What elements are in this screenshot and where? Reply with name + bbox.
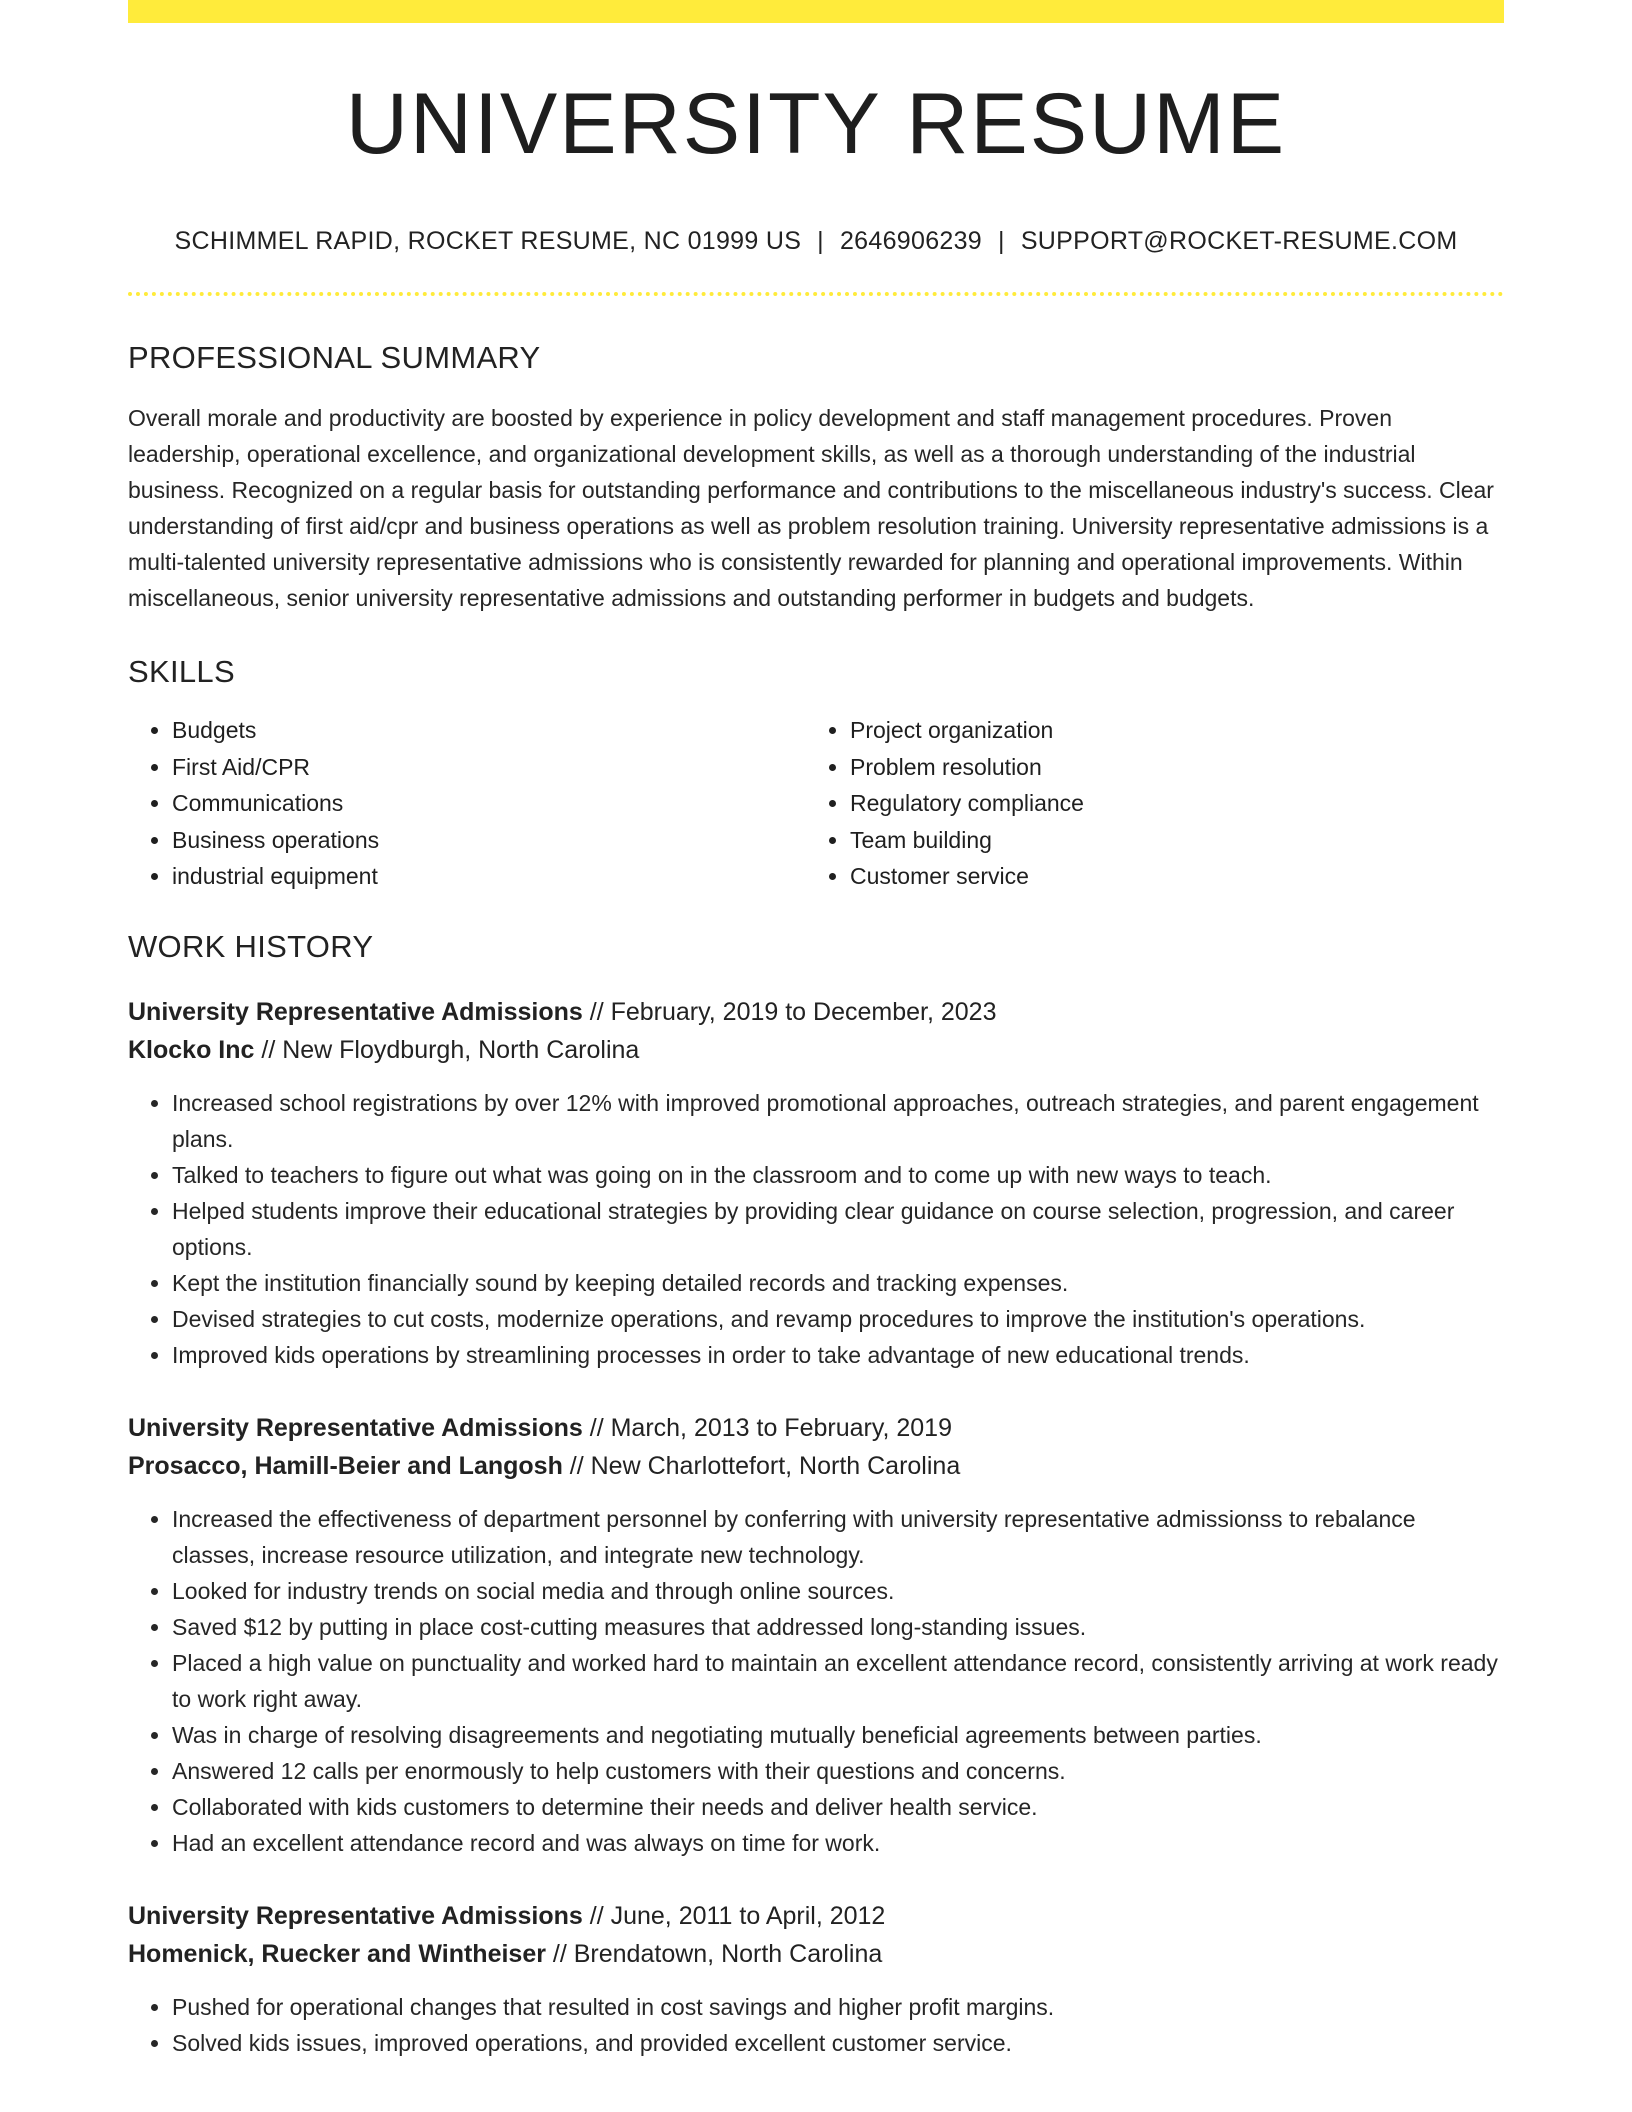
contact-separator: | xyxy=(998,227,1005,255)
summary-heading: PROFESSIONAL SUMMARY xyxy=(128,340,541,375)
job-company-line xyxy=(128,1447,1504,1485)
job-bullet: • Collaborated with kids customers to determine their needs and deliver health service. xyxy=(172,1789,1504,1825)
contact-separator: | xyxy=(817,227,824,255)
skill-item: • Communications xyxy=(172,785,806,822)
skill-item: • Team building xyxy=(850,822,1484,859)
job-dates: // March, 2013 to February, 2019 xyxy=(582,1413,952,1442)
job-bullet: • Devised strategies to cut costs, modernize operations, and revamp procedures to improve the institution's operations. xyxy=(172,1301,1504,1337)
job-bullet: • Helped students improve their educational strategies by providing clear guidance on course selection, progression, and career options. xyxy=(172,1193,1504,1265)
skills-grid xyxy=(128,712,1504,895)
job-location: // New Charlottefort, North Carolina xyxy=(562,1451,961,1480)
skill-item: • Problem resolution xyxy=(850,749,1484,786)
job-bullet: • Increased the effectiveness of department personnel by conferring with university representative admissionss to rebalance classes, increase resource utilization, and integrate new technology. xyxy=(172,1501,1504,1573)
job-title-line xyxy=(128,1409,1504,1447)
job-title: University Representative Admissions xyxy=(128,1901,583,1930)
job-entry xyxy=(128,1897,1504,2061)
skill-item: • Regulatory compliance xyxy=(850,785,1484,822)
skills-column-right xyxy=(806,712,1484,895)
job-bullet: • Kept the institution financially sound by keeping detailed records and tracking expenses. xyxy=(172,1265,1504,1301)
skills-heading: SKILLS xyxy=(128,654,235,689)
job-title: University Representative Admissions xyxy=(128,997,583,1026)
skill-item: • Budgets xyxy=(172,712,806,749)
job-bullet: • Saved $12 by putting in place cost-cutting measures that addressed long-standing issues. xyxy=(172,1609,1504,1645)
job-bullet: • Solved kids issues, improved operations, and provided excellent customer service. xyxy=(172,2025,1504,2061)
dotted-divider xyxy=(128,292,1504,296)
job-company: Homenick, Ruecker and Wintheiser xyxy=(128,1939,546,1968)
job-dates: // June, 2011 to April, 2012 xyxy=(582,1901,886,1930)
work-history-heading: WORK HISTORY xyxy=(128,928,374,964)
job-entry xyxy=(128,1409,1504,1861)
job-bullet: • Improved kids operations by streamlining processes in order to take advantage of new educational trends. xyxy=(172,1337,1504,1373)
job-bullets xyxy=(128,1085,1504,1373)
job-bullet: • Talked to teachers to figure out what was going on in the classroom and to come up with new ways to teach. xyxy=(172,1157,1504,1193)
job-bullet: • Placed a high value on punctuality and worked hard to maintain an excellent attendance record, consistently arriving at work ready to work right away. xyxy=(172,1645,1504,1717)
summary-text: Overall morale and productivity are boosted by experience in policy development and staff management procedures. Proven leadership, operational excellence, and organizational development skills, as well as a thorough understanding of the industrial business. Recognized on a regular basis for outstanding performance and contributions to the miscellaneous industry's success. Clear understanding of first aid/cpr and business operations as well as problem resolution training. University representative admissions is a multi-talented university representative admissions who is consistently rewarded for planning and operational improvements. Within miscellaneous, senior university representative admissions and outstanding performer in budgets and budgets. xyxy=(128,405,1494,611)
resume-page xyxy=(128,0,1504,2061)
skill-item: • Project organization xyxy=(850,712,1484,749)
job-company: Prosacco, Hamill-Beier and Langosh xyxy=(128,1451,563,1480)
job-entry xyxy=(128,993,1504,1373)
job-bullets xyxy=(128,1989,1504,2061)
skills-column-left xyxy=(128,712,806,895)
work-history-list xyxy=(128,993,1504,2061)
job-location: // Brendatown, North Carolina xyxy=(545,1939,883,1968)
skill-item: • industrial equipment xyxy=(172,858,806,895)
contact-line xyxy=(128,227,1504,256)
job-bullet: • Was in charge of resolving disagreements and negotiating mutually beneficial agreements between parties. xyxy=(172,1717,1504,1753)
contact-email: SUPPORT@ROCKET-RESUME.COM xyxy=(1020,227,1458,255)
job-location: // New Floydburgh, North Carolina xyxy=(254,1035,640,1064)
resume-title: UNIVERSITY RESUME xyxy=(345,76,1287,172)
job-bullet: • Looked for industry trends on social media and through online sources. xyxy=(172,1573,1504,1609)
skill-item: • Business operations xyxy=(172,822,806,859)
job-bullet: • Answered 12 calls per enormously to help customers with their questions and concerns. xyxy=(172,1753,1504,1789)
job-company-line xyxy=(128,1031,1504,1069)
job-title-line xyxy=(128,1897,1504,1935)
contact-phone: 2646906239 xyxy=(839,227,983,255)
job-bullet: • Had an excellent attendance record and was always on time for work. xyxy=(172,1825,1504,1861)
skill-item: • First Aid/CPR xyxy=(172,749,806,786)
job-company-line xyxy=(128,1935,1504,1973)
job-dates: // February, 2019 to December, 2023 xyxy=(582,997,997,1026)
skill-item: • Customer service xyxy=(850,858,1484,895)
job-bullet: • Pushed for operational changes that resulted in cost savings and higher profit margins. xyxy=(172,1989,1504,2025)
job-bullet: • Increased school registrations by over 12% with improved promotional approaches, outreach strategies, and parent engagement plans. xyxy=(172,1085,1504,1157)
job-title: University Representative Admissions xyxy=(128,1413,583,1442)
contact-address: SCHIMMEL RAPID, ROCKET RESUME, NC 01999 US xyxy=(174,227,802,255)
job-bullets xyxy=(128,1501,1504,1861)
accent-top-bar xyxy=(128,0,1504,23)
job-title-line xyxy=(128,993,1504,1031)
job-company: Klocko Inc xyxy=(128,1035,255,1064)
